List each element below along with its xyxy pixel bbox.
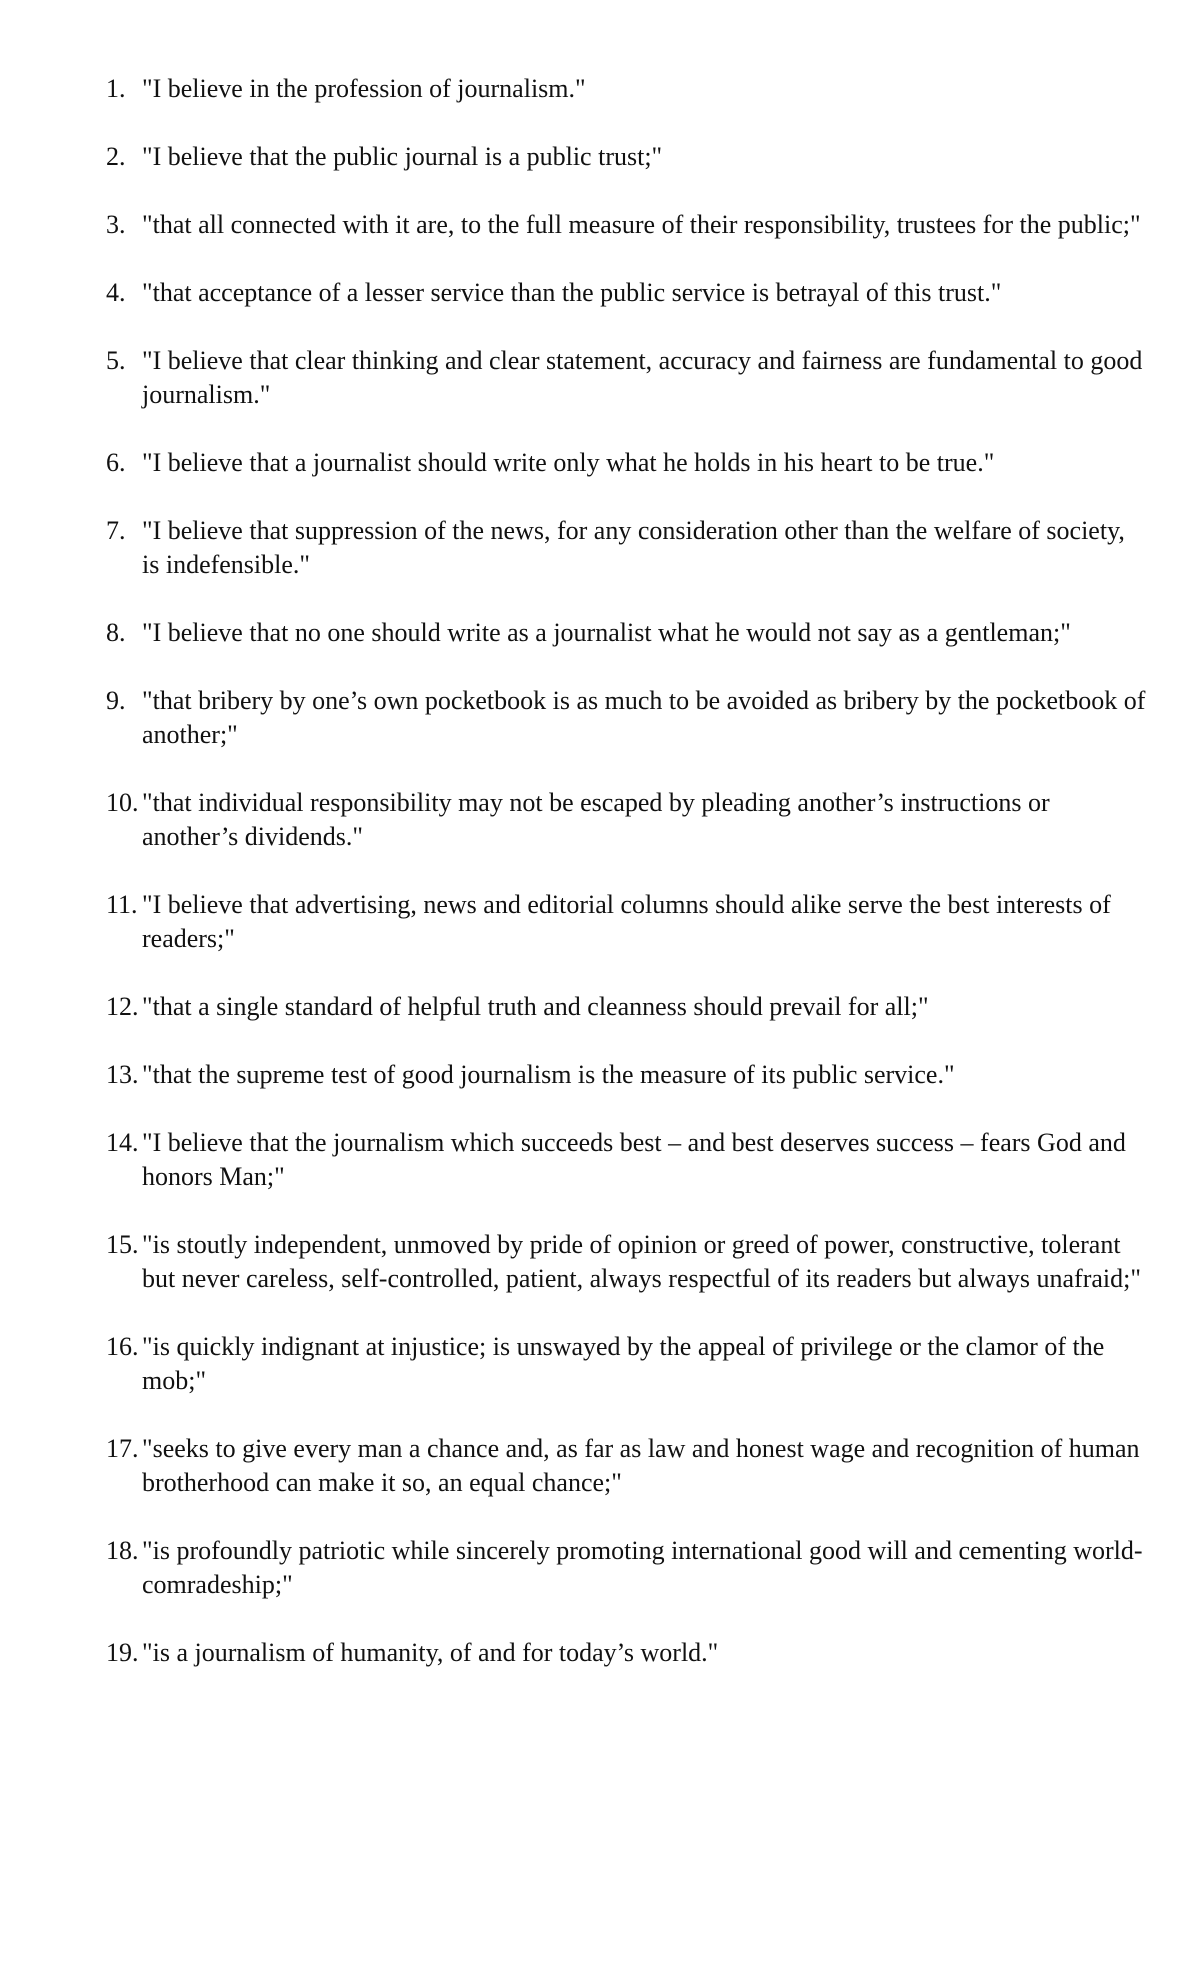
list-item [106, 344, 1146, 412]
creed-list [106, 72, 1146, 1704]
item-text: "that the supreme test of good journalism is the measure of its public service." [142, 1060, 955, 1089]
item-text: "I believe that the journalism which succeeds best – and best deserves success – fears God and honors Man;" [142, 1128, 1126, 1191]
item-number: 12. [106, 992, 139, 1021]
item-number: 15. [106, 1230, 139, 1259]
item-number: 11. [106, 890, 138, 919]
item-text: "I believe that clear thinking and clear statement, accuracy and fairness are fundamental to good journalism." [142, 346, 1143, 409]
item-text: "I believe that advertising, news and editorial columns should alike serve the best interests of readers;" [142, 890, 1111, 953]
item-number: 18. [106, 1536, 139, 1565]
list-item [106, 276, 1146, 310]
list-item [106, 208, 1146, 242]
list-item [106, 1330, 1146, 1398]
item-number: 19. [106, 1638, 139, 1667]
list-item [106, 1228, 1146, 1296]
item-text: "that individual responsibility may not be escaped by pleading another’s instructions or another’s dividends." [142, 788, 1050, 851]
item-text: "I believe that a journalist should write only what he holds in his heart to be true." [142, 448, 995, 477]
list-item [106, 1432, 1146, 1500]
list-item [106, 446, 1146, 480]
item-text: "is profoundly patriotic while sincerely promoting international good will and cementing world-comradeship;" [142, 1536, 1143, 1599]
item-text: "is a journalism of humanity, of and for today’s world." [142, 1638, 719, 1667]
item-number: 3. [106, 210, 126, 239]
item-number: 16. [106, 1332, 139, 1361]
list-item [106, 1636, 1146, 1670]
item-text: "that a single standard of helpful truth and cleanness should prevail for all;" [142, 992, 929, 1021]
item-number: 13. [106, 1060, 139, 1089]
list-item [106, 1058, 1146, 1092]
list-item [106, 888, 1146, 956]
list-item [106, 514, 1146, 582]
item-text: "that acceptance of a lesser service than the public service is betrayal of this trust." [142, 278, 1002, 307]
item-text: "I believe that suppression of the news, for any consideration other than the welfare of society, is indefensible." [142, 516, 1125, 579]
item-text: "that bribery by one’s own pocketbook is as much to be avoided as bribery by the pocketbook of another;" [142, 686, 1146, 749]
item-text: "I believe that the public journal is a public trust;" [142, 142, 663, 171]
item-text: "I believe in the profession of journalism." [142, 74, 586, 103]
item-text: "I believe that no one should write as a journalist what he would not say as a gentleman;" [142, 618, 1071, 647]
item-text: "seeks to give every man a chance and, as far as law and honest wage and recognition of human brotherhood can make it so, an equal chance;" [142, 1434, 1140, 1497]
list-item [106, 140, 1146, 174]
item-number: 7. [106, 516, 126, 545]
item-number: 4. [106, 278, 126, 307]
item-text: "is stoutly independent, unmoved by pride of opinion or greed of power, constructive, tolerant but never careless, self-controlled, patient, always respectful of its readers but always unafraid;" [142, 1230, 1141, 1293]
list-item [106, 72, 1146, 106]
item-number: 2. [106, 142, 126, 171]
item-number: 9. [106, 686, 126, 715]
item-number: 17. [106, 1434, 139, 1463]
list-item [106, 684, 1146, 752]
list-item [106, 786, 1146, 854]
list-item [106, 990, 1146, 1024]
item-number: 14. [106, 1128, 139, 1157]
item-number: 10. [106, 788, 139, 817]
item-text: "that all connected with it are, to the full measure of their responsibility, trustees for the public;" [142, 210, 1141, 239]
list-item [106, 616, 1146, 650]
item-number: 1. [106, 74, 126, 103]
list-item [106, 1534, 1146, 1602]
list-item [106, 1126, 1146, 1194]
item-text: "is quickly indignant at injustice; is unswayed by the appeal of privilege or the clamor of the mob;" [142, 1332, 1105, 1395]
item-number: 6. [106, 448, 126, 477]
item-number: 5. [106, 346, 126, 375]
item-number: 8. [106, 618, 126, 647]
